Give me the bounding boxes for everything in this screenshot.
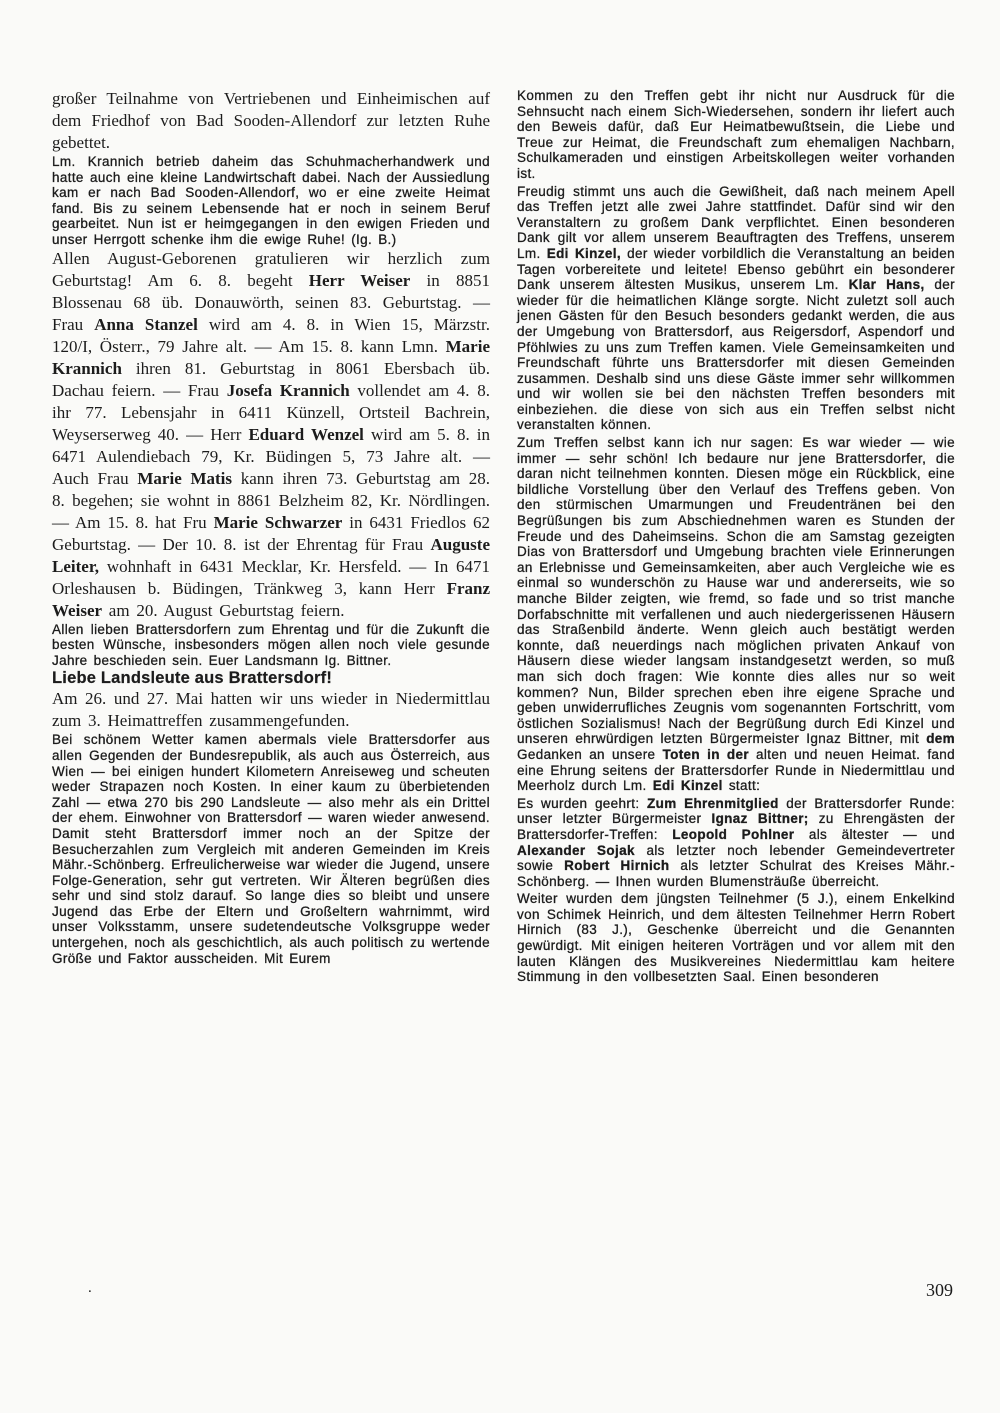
emphasized-text: Ignaz Bittner;: [711, 811, 809, 827]
text-run: alten und neuen Heimat. fand eine Ehrung seitens der Brattersdorfer Runde in Niedermittlau und Meerholz durch Lm.: [517, 746, 955, 794]
meeting-intro: [52, 688, 490, 732]
emphasized-text: Zum Ehrenmitglied: [647, 795, 779, 811]
text-run: der wieder für die heimatlichen Klänge sorgte. Nicht zuletzt soll auch jenen Gästen für den Besuch besonders gedankt werden, die aus der Umgebung von Brattersdorf, aus Reigersdorf, Aspendorf und Pföhlwies zu uns zum Treffen kamen. Viele Gemeinsamkeiten und Freundschaft führte uns Brattersdorfer mit diesen Gemeinden zusammen. Deshalb sind uns diese Gäste immer sehr willkommen und wir wollen sie bei den nächsten Treffen besonders mit einbeziehen. die diese von sich aus ein Treffen selbst nicht veranstalten können.: [517, 277, 955, 433]
emphasized-text: Klar Hans,: [848, 277, 925, 293]
text-run: statt:: [722, 778, 761, 794]
emphasized-text: Anna Stanzel: [94, 314, 198, 334]
emphasized-text: Eduard Wenzel: [248, 424, 364, 444]
text-run: vollendet am 4. 8. ihr 77. Lebensjahr in 6411 Künzell, Ortsteil Bachrein, Weyserserweg 40. — Herr: [52, 380, 490, 444]
text-run: Lm. Krannich betrieb daheim das Schuhmacherhandwerk und hatte auch eine kleine Landwirtschaft dabei. Nach der Aussiedlung kam er nach Bad Sooden-Allendorf, wo er eine zweite Heimat fand. Bis zu seinem Lebensende hat er noch in seinem Beruf gearbeitet. Nun ist er heimgegangen in den ewigen Frieden und unser Herrgott schenke ihm die ewige Ruhe! (Ig. B.): [52, 154, 490, 247]
page-number: 309: [926, 1280, 953, 1300]
emphasized-text: Marie Krannich: [52, 336, 490, 378]
emphasized-text: Josefa Krannich: [226, 380, 350, 400]
text-run: Am 26. und 27. Mai hatten wir uns wieder in Niedermittlau zum 3. Heimattreffen zusammengefunden.: [52, 689, 490, 731]
text-run: Gedanken an unsere: [517, 746, 663, 762]
right-column: [517, 88, 955, 987]
text-run: Bei schönem Wetter kamen abermals viele Brattersdorfer aus allen Gegenden der Bundesrepublik, als auch aus Österreich, aus Wien — bei einigen hundert Kilometern Anreiseweg und scheuten weder Strapazen noch Kosten. In einer kaum zu überbietenden Zahl — etwa 270 bis 290 Landsleute — also mehr als ein Drittel der ehem. Einwohner von Brattersdorf — waren wieder anwesend. Damit steht Brattersdorf immer noch an der Spitze der Besucherzahlen zum Vergleich mit anderen Gemeinden im Kreis Mähr.-Schönberg. Erfreulicherweise war wieder die Jugend, unsere Folge-Generation, sehr gut vertreten. Wir Älteren begrüßen dies sehr und sind stolz darauf. So lange dies so bleibt und unsere Jugend das Erbe der Eltern und Großeltern wahrnimmt, wird unser Volksstamm, unsere sudetendeutsche Volksgruppe weder untergehen, noch als geschichtlich, als auch politisch zu wertende Größe und Faktor ausscheiden. Mit Eurem: [52, 732, 490, 966]
text-run: großer Teilnahme von Vertriebenen und Einheimischen auf dem Friedhof von Bad Sooden-Allendorf zur letzten Ruhe gebettet.: [52, 89, 490, 152]
emphasized-text: Marie Matis: [137, 468, 232, 488]
obituary-note: [52, 154, 490, 248]
meeting-report: [52, 732, 490, 966]
emphasized-text: Edi Kinzel: [652, 778, 723, 794]
text-run: Es wurden geehrt:: [517, 795, 647, 811]
left-column: [52, 88, 490, 987]
text-run: Kommen zu den Treffen gebt ihr nicht nur Ausdruck für die Sehnsucht nach einem Sich-Wiedersehen, sondern ihr liefert auch den Beweis dafür, daß Eur Heimatbewußtsein, die Liebe und Treue zur Heimat, die Freundschaft zum ehemaligen Nachbarn, Schulkameraden und einstigen Arbeitskollegen weiter vorhanden ist.: [517, 88, 955, 181]
birthday-wishes-note: [52, 622, 490, 669]
emphasized-text: Edi Kinzel,: [546, 245, 621, 261]
emphasized-text: Auguste Leiter,: [52, 534, 490, 576]
emphasized-text: Alexander Sojak: [517, 842, 635, 858]
text-run: ihren 81. Geburtstag in 8061 Ebersbach üb. Dachau feiern. — Frau: [52, 358, 490, 400]
text-run: als letzter noch lebender Gemeindevertreter sowie: [517, 842, 955, 874]
text-run: als ältester — und: [794, 826, 955, 842]
stray-ink-mark: .: [88, 1280, 92, 1296]
emphasized-text: dem: [926, 731, 955, 747]
emphasized-text: Marie Schwarzer: [213, 512, 343, 532]
text-run: wohnhaft in 6431 Mecklar, Kr. Hersfeld. — In 6471 Orleshausen b. Büdingen, Tränkweg 3, kann Herr: [52, 556, 490, 598]
emphasized-text: Robert Hirnich: [564, 858, 670, 874]
obituary-closing-paragraph: [52, 88, 490, 154]
emphasized-text: Leopold Pohlner: [672, 826, 795, 842]
text-run: am 20. August Geburtstag feiern.: [102, 600, 345, 620]
letter-paragraph-2: [517, 184, 955, 434]
text-run: in 8851 Blossenau 68 üb. Donauwörth, seinen 83. Geburtstag. — Frau: [52, 270, 490, 334]
gifts-paragraph: [517, 891, 955, 985]
text-run: Zum Treffen selbst kann ich nur sagen: Es war wieder — wie immer — sehr schön! Ich bedaure nur jene Brattersdorfer, die daran nicht teilnehmen konnten. Diesen möge ein Rückblick, eine bildliche Vorstellung über den Verlauf des Treffens geben. Von den stürmischen Umarmungen und Freudentränen bei den Begrüßungen bis zum Abschiednehmen waren es Stunden der Freude und des Daheimseins. Schon die am Samstag gezeigten Dias von Brattersdorf und Umgebung brachten viele Erinnerungen an Erlebnisse und Gemeinsamkeiten, aber auch Vergleiche wie es einmal so wunderschön zu Hause war und andererseits, wie so manche Bilder zeigten, wie fremd, so fade und so trist manche Dorfabschnitte mit verfallenen und auch niedergerissenen Häusern das Straßenbild änderte. Wenn gleich auch bestätigt werden konnte, daß neuerdings nach möglichen privaten Ankauf von Häusern diese wieder langsam instandgesetzt werden, so muß man sich doch fragen: Wie konnte dies alles nur so weit kommen? Nun, Bilder sprechen eben ihre eigene Sprache und geben unwiderrufliches Zeugnis vom sogenannten Fortschritt, vom östlichen Sozialismus! Nach der Begrüßung durch Edi Kinzel und unseren ehrwürdigen letzten Bürgermeister Ignaz Bittner, mit: [517, 435, 955, 747]
text-run: Allen lieben Brattersdorfern zum Ehrentag und für die Zukunft die besten Wünsche, insbesonders mögen allen noch viele gesunde Jahre beschieden sein. Euer Landsmann Ig. Bittner.: [52, 621, 490, 668]
emphasized-text: Franz Weiser: [52, 578, 490, 620]
emphasized-text: Toten in der: [662, 746, 749, 762]
section-heading: [52, 668, 490, 688]
text-run: als letzter Schulrat des Kreises Mähr.-Schönberg. — Ihnen wurden Blumensträuße überreicht.: [517, 858, 955, 889]
text-run: in 6431 Friedlos 62 Geburtstag. — Der 10. 8. ist der Ehrentag für Frau: [52, 512, 490, 554]
emphasized-text: Liebe Landsleute aus Brattersdorf!: [52, 669, 333, 688]
letter-paragraph-3: [517, 435, 955, 794]
honors-paragraph: [517, 796, 955, 890]
letter-paragraph-1: [517, 88, 955, 182]
text-run: der Brattersdorfer Runde: unser letzter Bürgermeister: [517, 795, 955, 827]
emphasized-text: Herr Weiser: [308, 270, 411, 290]
birthday-greetings: [52, 248, 490, 622]
text-run: Allen August-Geborenen gratulieren wir herzlich zum Geburtstag! Am 6. 8. begeht: [52, 248, 490, 290]
text-run: wird am 5. 8. in 6471 Aulendiebach 79, Kr. Büdingen 5, 73 Jahre alt. — Auch Frau: [52, 424, 491, 488]
text-run: der wieder vorbildlich die Veranstaltung an beiden Tagen vorbereitete und leitete! Ebenso gebührt ein besonderer Dank unserem ältesten Musikus, unserem Lm.: [517, 245, 955, 293]
text-run: zu Ehrengästen der Brattersdorfer-Treffen:: [517, 811, 955, 842]
text-run: Weiter wurden dem jüngsten Teilnehmer (5 J.), einem Enkelkind von Schimek Heinrich, und dem ältesten Teilnehmer Herrn Robert Hirnich (83 J.), Geschenke überreicht und die Genannten gewürdigt. Mit einigen heiteren Vorträgen und vor allem mit den lauten Klängen des Musikvereines Niedermittlau kam heitere Stimmung in den vollbesetzten Saal. Einen besonderen: [517, 891, 955, 985]
text-run: Freudig stimmt uns auch die Gewißheit, daß nach meinem Apell das Treffen jetzt alle zwei Jahre stattfindet. Dafür sind wir den Veranstaltern zu großem Dank verpflichtet. Einen besonderen Dank gilt vor allem unserem Beauftragten des Treffens, unserem Lm.: [517, 183, 955, 261]
text-run: kann ihren 73. Geburtstag am 28. 8. begehen; sie wohnt in 8861 Belzheim 82, Kr. Nördlingen. — Am 15. 8. hat Fru: [52, 468, 491, 532]
text-run: wird am 4. 8. in Wien 15, Märzstr. 120/I, Österr., 79 Jahre alt. — Am 15. 8. kann Lmn.: [52, 314, 490, 356]
